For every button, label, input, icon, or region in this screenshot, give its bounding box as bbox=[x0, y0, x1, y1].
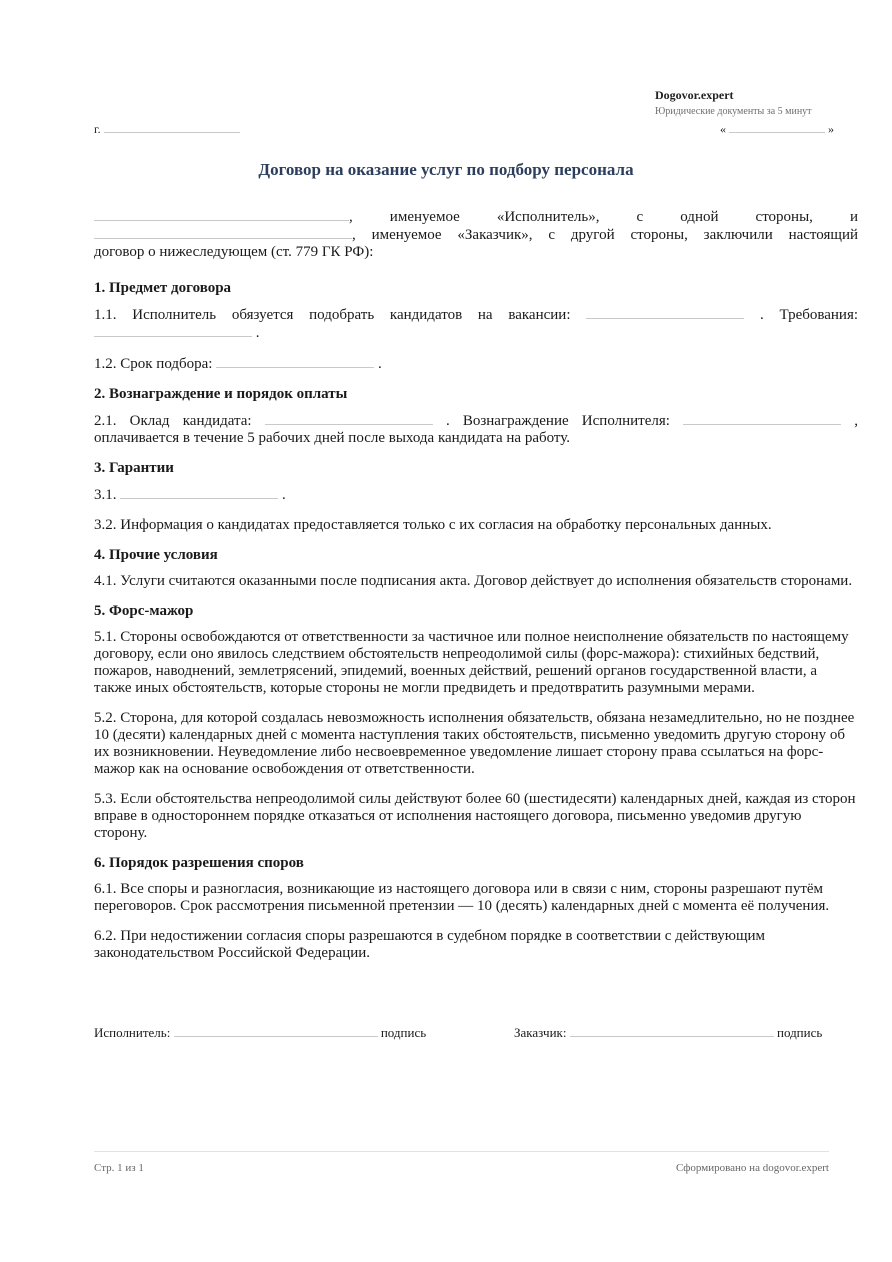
clause-2-1-text-c: , bbox=[854, 413, 859, 429]
clause-1-1-text-c: . bbox=[255, 325, 260, 341]
vacancies-blank bbox=[586, 306, 744, 319]
date-field bbox=[720, 120, 834, 137]
city-prefix: г. bbox=[94, 122, 101, 136]
clause-3-1 bbox=[94, 486, 858, 504]
brand-block bbox=[655, 88, 812, 119]
executor-label: Исполнитель: bbox=[94, 1025, 171, 1040]
document-body bbox=[94, 208, 858, 962]
clause-1-1-text-a: 1.1. Исполнитель обязуется подобрать кандидатов на вакансии: bbox=[94, 307, 571, 323]
clause-2-1-line-2: оплачивается в течение 5 рабочих дней после выхода кандидата на работу. bbox=[94, 430, 571, 446]
clause-1-1-line-2 bbox=[94, 324, 858, 342]
clause-5-1: 5.1. Стороны освобождаются от ответственности за частичное или полное неисполнение обязательств по настоящему договору, если оно явилось следствием обстоятельств непреодолимой силы (форс-мажора): стихийных бедствий, пожаров, наводнений, землетрясений, эпидемий, военных действий, решений органов государственной власти, а также иных обстоятельств, которые стороны не могли предвидеть и предотвратить разумными мерами. bbox=[94, 629, 849, 696]
customer-sign-word: подпись bbox=[776, 1025, 823, 1040]
footer-page-number: Стр. 1 из 1 bbox=[94, 1162, 144, 1174]
preamble-text-2: , именуемое «Заказчик», с другой стороны, заключили настоящий bbox=[352, 227, 858, 243]
clause-1-1-line-1 bbox=[94, 306, 858, 324]
section-2-heading: 2. Вознаграждение и порядок оплаты bbox=[94, 386, 348, 402]
section-1-heading: 1. Предмет договора bbox=[94, 280, 232, 296]
footer-divider bbox=[94, 1151, 829, 1152]
clause-5-3: 5.3. Если обстоятельства непреодолимой силы действуют более 60 (шестидесяти) календарных дней, каждая из сторон вправе в одностороннем порядке отказаться от исполнения настоящего договора, письменно уведомив другую сторону. bbox=[94, 791, 856, 841]
clause-2-1-line-1 bbox=[94, 412, 858, 430]
fee-blank bbox=[683, 412, 841, 425]
executor-sign-word: подпись bbox=[380, 1025, 427, 1040]
section-3-heading: 3. Гарантии bbox=[94, 460, 174, 476]
clause-4-1: 4.1. Услуги считаются оказанными после подписания акта. Договор действует до исполнения обязательств сторонами. bbox=[94, 573, 853, 589]
clause-1-2-text-a: 1.2. Срок подбора: bbox=[94, 356, 213, 372]
salary-blank bbox=[265, 412, 433, 425]
requirements-blank bbox=[94, 324, 252, 337]
clause-3-2: 3.2. Информация о кандидатах предоставляется только с их согласия на обработку персональных данных. bbox=[94, 517, 772, 533]
preamble-text-1: , именуемое «Исполнитель», с одной стороны, и bbox=[349, 209, 858, 225]
section-6-heading: 6. Порядок разрешения споров bbox=[94, 855, 304, 871]
footer-generated-note: Сформировано на dogovor.expert bbox=[675, 1162, 829, 1174]
customer-signature-blank bbox=[570, 1024, 774, 1037]
clause-5-2: 5.2. Сторона, для которой создалась невозможность исполнения обязательств, обязана незамедлительно, но не позднее 10 (десяти) календарных дней с момента наступления таких обстоятельств, письменно уведомить другую сторону об их возникновении. Неуведомление либо несвоевременное уведомление лишает сторону права ссылаться на форс-мажор как на основание освобождения от ответственности. bbox=[94, 710, 855, 777]
city-blank bbox=[104, 120, 240, 133]
search-term-blank bbox=[216, 355, 374, 368]
executor-signature bbox=[94, 1024, 426, 1041]
executor-signature-blank bbox=[174, 1024, 378, 1037]
clause-1-2 bbox=[94, 355, 858, 373]
guarantee-blank bbox=[120, 486, 278, 499]
preamble-line-3: договор о нижеследующем (ст. 779 ГК РФ): bbox=[94, 244, 374, 260]
customer-signature bbox=[514, 1024, 822, 1041]
date-close-quote: » bbox=[828, 122, 834, 136]
document-title: Договор на оказание услуг по подбору персонала bbox=[258, 160, 634, 179]
preamble-line-1 bbox=[94, 208, 858, 226]
clause-1-2-text-b: . bbox=[377, 356, 382, 372]
date-open-quote: « bbox=[720, 122, 726, 136]
section-5-heading: 5. Форс-мажор bbox=[94, 603, 194, 619]
preamble-line-2 bbox=[94, 226, 858, 244]
customer-label: Заказчик: bbox=[514, 1025, 567, 1040]
clause-1-1-text-b: . Требования: bbox=[759, 307, 859, 323]
clause-2-1-text-b: . Вознаграждение Исполнителя: bbox=[445, 413, 670, 429]
city-field bbox=[94, 120, 240, 137]
clause-6-2: 6.2. При недостижении согласия споры разрешаются в судебном порядке в соответствии с действующим законодательством Российской Федерации. bbox=[94, 928, 766, 961]
date-blank bbox=[729, 120, 825, 133]
section-4-heading: 4. Прочие условия bbox=[94, 547, 218, 563]
clause-2-1-text-a: 2.1. Оклад кандидата: bbox=[94, 413, 252, 429]
customer-name-blank bbox=[94, 226, 352, 239]
clause-3-1-text-b: . bbox=[282, 487, 286, 503]
clause-6-1: 6.1. Все споры и разногласия, возникающие из настоящего договора или в связи с ним, стороны разрешают путём переговоров. Срок рассмотрения письменной претензии — 10 (десять) календарных дней с момента её получения. bbox=[94, 881, 830, 914]
executor-name-blank bbox=[94, 208, 349, 221]
brand-tagline: Юридические документы за 5 минут bbox=[655, 106, 812, 117]
clause-3-1-text-a: 3.1. bbox=[94, 487, 117, 503]
brand-name: Dogovor.expert bbox=[655, 88, 734, 102]
